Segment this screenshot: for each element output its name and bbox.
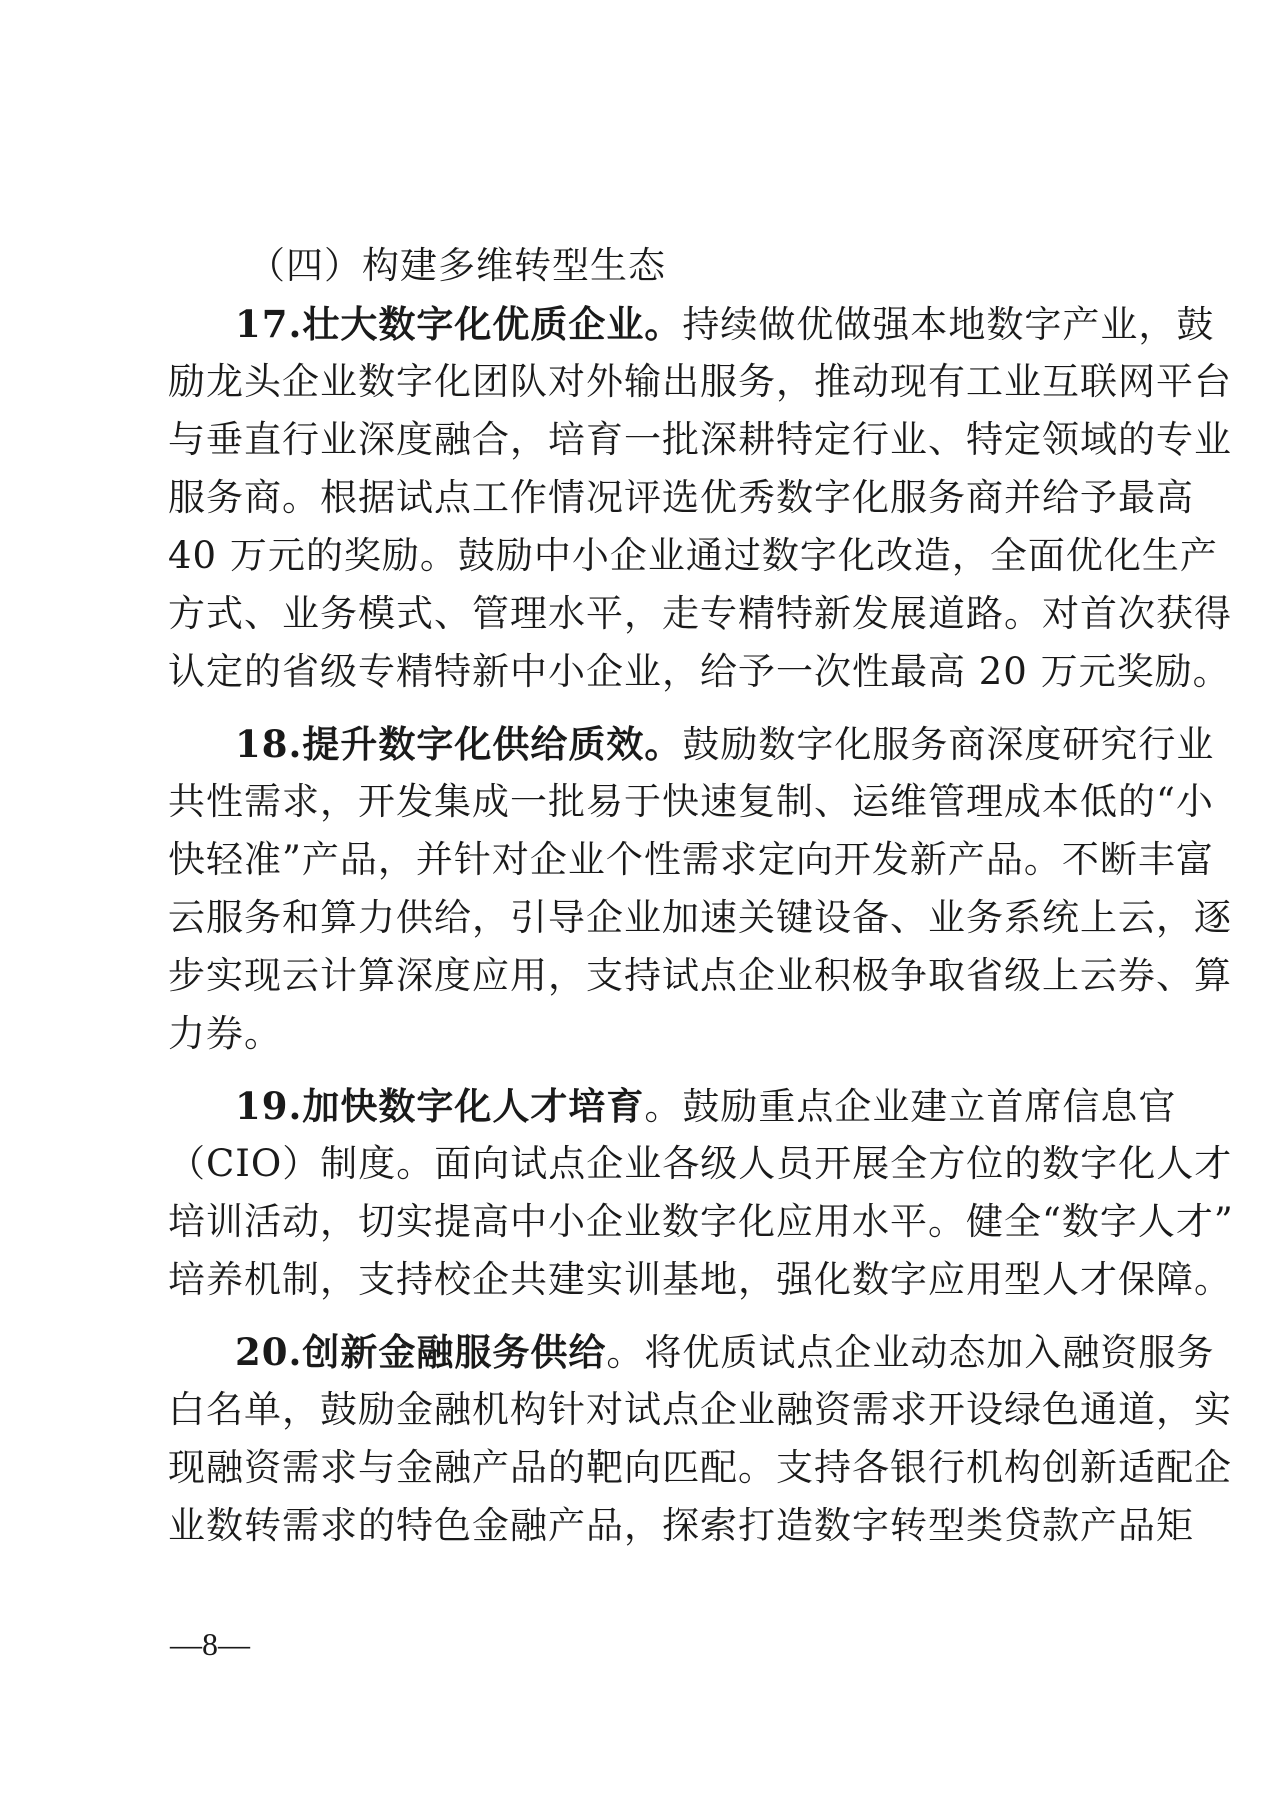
item-17-line: 服务商。根据试点工作情况评选优秀数字化服务商并给予最高 — [168, 476, 1194, 519]
item-20-first-line — [235, 1322, 1215, 1382]
item-20-line: 业数转需求的特色金融产品，探索打造数字转型类贷款产品矩 — [168, 1504, 1194, 1547]
item-18-line: 云服务和算力供给，引导企业加速关键设备、业务系统上云，逐 — [168, 896, 1232, 939]
item-17-line: 励龙头企业数字化团队对外输出服务，推动现有工业互联网平台 — [168, 360, 1232, 403]
item-17-line: 认定的省级专精特新中小企业，给予一次性最高 20 万元奖励。 — [168, 650, 1231, 693]
item-20-title: 20.创新金融服务供给 — [235, 1330, 607, 1374]
page-number: —8— — [170, 1626, 250, 1662]
item-19-text: 。鼓励重点企业建立首席信息官 — [644, 1085, 1177, 1128]
item-18-line: 力券。 — [168, 1012, 282, 1055]
item-18-line: 步实现云计算深度应用，支持试点企业积极争取省级上云券、算 — [168, 954, 1232, 997]
item-20-line: 白名单，鼓励金融机构针对试点企业融资需求开设绿色通道，实 — [168, 1388, 1232, 1431]
item-17-line: 40 万元的奖励。鼓励中小企业通过数字化改造，全面优化生产 — [168, 534, 1218, 577]
section-heading: （四）构建多维转型生态 — [248, 244, 666, 287]
item-20-text: 。将优质试点企业动态加入融资服务 — [606, 1331, 1215, 1374]
item-19-title: 19.加快数字化人才培育 — [235, 1084, 645, 1128]
item-17-text: 持续做优做强本地数字产业，鼓 — [682, 303, 1215, 346]
item-19-first-line — [235, 1076, 1177, 1136]
item-17-first-line — [235, 294, 1215, 354]
item-18-first-line — [235, 714, 1215, 774]
item-18-title: 18.提升数字化供给质效。 — [235, 722, 683, 766]
item-17-line: 方式、业务模式、管理水平，走专精特新发展道路。对首次获得 — [168, 592, 1232, 635]
item-20-line: 现融资需求与金融产品的靶向匹配。支持各银行机构创新适配企 — [168, 1446, 1232, 1489]
item-18-text: 鼓励数字化服务商深度研究行业 — [682, 723, 1215, 766]
item-18-line: 快轻准”产品，并针对企业个性需求定向开发新产品。不断丰富 — [168, 838, 1214, 881]
item-19-line: 培养机制，支持校企共建实训基地，强化数字应用型人才保障。 — [168, 1258, 1232, 1301]
item-19-line: 培训活动，切实提高中小企业数字化应用水平。健全“数字人才” — [168, 1200, 1234, 1243]
item-17-title: 17.壮大数字化优质企业。 — [235, 302, 683, 346]
item-17-line: 与垂直行业深度融合，培育一批深耕特定行业、特定领域的专业 — [168, 418, 1232, 461]
item-18-line: 共性需求，开发集成一批易于快速复制、运维管理成本低的“小 — [168, 780, 1214, 823]
item-19-line: （CIO）制度。面向试点企业各级人员开展全方位的数字化人才 — [168, 1142, 1233, 1185]
